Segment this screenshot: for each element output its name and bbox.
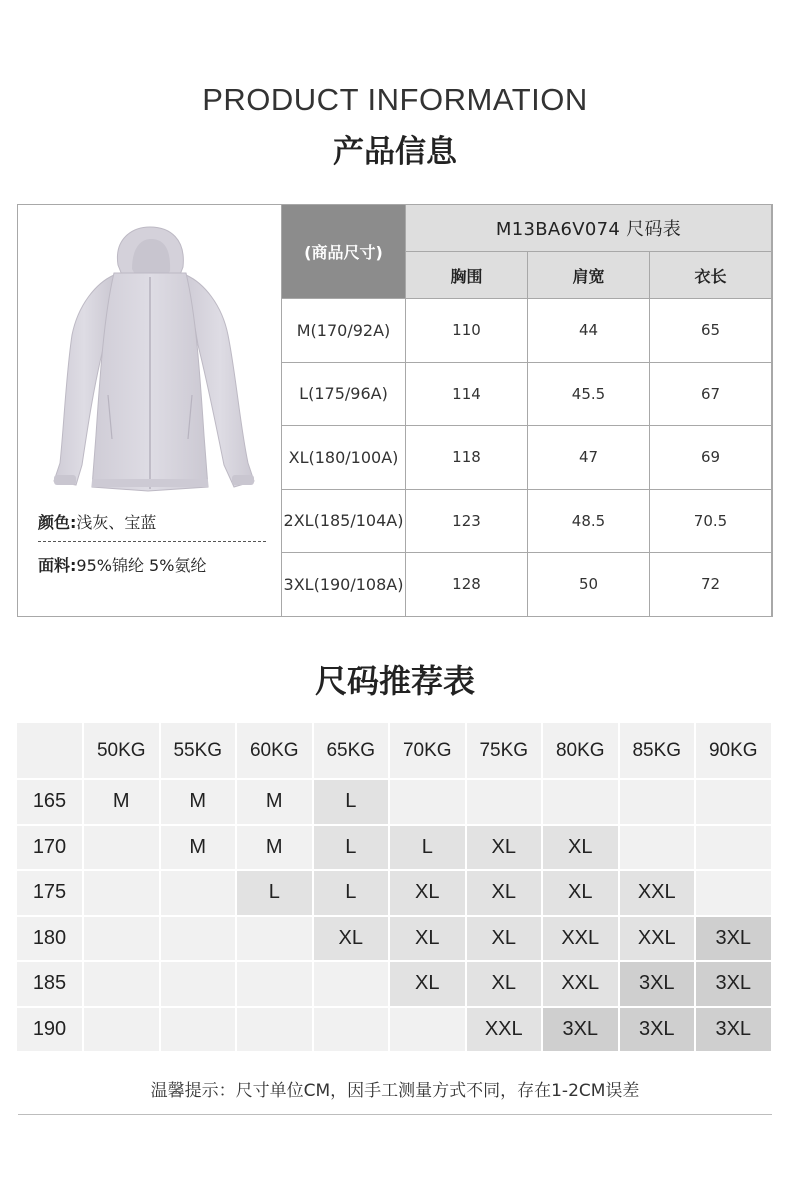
size-cell <box>314 962 389 1006</box>
size-cell <box>84 962 159 1006</box>
size-cell: M <box>237 780 312 824</box>
table-cell: 44 <box>528 299 650 363</box>
size-cell: M <box>84 780 159 824</box>
weight-header: 85KG <box>620 723 695 778</box>
corner-cell <box>17 723 82 778</box>
table-cell: 114 <box>406 362 528 426</box>
table-cell: 50 <box>528 553 650 617</box>
size-cell <box>696 871 771 915</box>
size-cell: 3XL <box>620 1008 695 1052</box>
size-cell <box>696 826 771 870</box>
table-row <box>17 780 771 824</box>
size-cell <box>237 1008 312 1052</box>
color-label: 颜色: <box>38 513 77 532</box>
height-label: 180 <box>17 917 82 961</box>
size-cell: XL <box>390 871 465 915</box>
size-cell: XL <box>467 917 542 961</box>
size-cell <box>467 780 542 824</box>
size-cell <box>161 962 236 1006</box>
size-cell: 3XL <box>696 917 771 961</box>
page-title-cn: 产品信息 <box>333 134 457 170</box>
size-cell: L <box>237 871 312 915</box>
table-cell: 123 <box>406 489 528 553</box>
size-cell: XL <box>467 871 542 915</box>
recommend-title: 尺码推荐表 <box>314 662 475 700</box>
table-cell: 65 <box>650 299 772 363</box>
size-chart-corner: (商品尺寸) <box>282 205 406 299</box>
size-cell: XXL <box>620 871 695 915</box>
height-label: 190 <box>17 1008 82 1052</box>
measurement-note: 温馨提示：尺寸单位CM，因手工测量方式不同，存在1-2CM误差 <box>150 1081 640 1101</box>
table-cell: 48.5 <box>528 489 650 553</box>
table-cell: 128 <box>406 553 528 617</box>
footer-divider <box>18 1114 772 1115</box>
size-cell: XXL <box>620 917 695 961</box>
weight-header: 50KG <box>84 723 159 778</box>
height-label: 185 <box>17 962 82 1006</box>
height-label: 170 <box>17 826 82 870</box>
weight-header: 55KG <box>161 723 236 778</box>
table-row <box>17 917 771 961</box>
size-cell <box>314 1008 389 1052</box>
size-cell: L <box>390 826 465 870</box>
size-cell <box>161 1008 236 1052</box>
size-cell: XL <box>467 826 542 870</box>
table-row <box>282 426 772 490</box>
size-cell: M <box>237 826 312 870</box>
size-cell <box>161 917 236 961</box>
size-cell: XL <box>390 962 465 1006</box>
weight-header: 90KG <box>696 723 771 778</box>
dashed-divider <box>38 541 266 542</box>
fabric-info <box>38 553 206 576</box>
size-cell <box>543 780 618 824</box>
weight-header: 75KG <box>467 723 542 778</box>
hooded-jacket-illustration <box>36 225 262 495</box>
height-label: 165 <box>17 780 82 824</box>
size-cell <box>84 1008 159 1052</box>
table-row <box>17 962 771 1006</box>
size-cell: XL <box>543 871 618 915</box>
table-cell: 118 <box>406 426 528 490</box>
color-value: 浅灰、宝蓝 <box>76 513 157 532</box>
size-cell <box>390 780 465 824</box>
size-cell <box>161 871 236 915</box>
size-cell: 3XL <box>696 962 771 1006</box>
product-info-block <box>17 204 773 617</box>
fabric-label: 面料: <box>38 556 77 575</box>
color-info <box>38 510 156 533</box>
size-label: 2XL(185/104A) <box>282 489 406 553</box>
size-cell: L <box>314 780 389 824</box>
size-cell: XL <box>543 826 618 870</box>
size-cell <box>620 826 695 870</box>
size-cell: 3XL <box>620 962 695 1006</box>
weight-header: 65KG <box>314 723 389 778</box>
column-header: 肩宽 <box>528 252 650 299</box>
table-cell: 70.5 <box>650 489 772 553</box>
table-cell: 67 <box>650 362 772 426</box>
size-recommend-table <box>15 721 773 1053</box>
weight-header: 70KG <box>390 723 465 778</box>
column-header: 衣长 <box>650 252 772 299</box>
table-cell: 72 <box>650 553 772 617</box>
page-title-en: PRODUCT INFORMATION <box>202 82 588 117</box>
fabric-value: 95%锦纶 5%氨纶 <box>76 556 207 575</box>
size-cell: XXL <box>467 1008 542 1052</box>
weight-header: 60KG <box>237 723 312 778</box>
size-label: L(175/96A) <box>282 362 406 426</box>
weight-header-row <box>17 723 771 778</box>
table-row <box>282 299 772 363</box>
size-label: 3XL(190/108A) <box>282 553 406 617</box>
table-row <box>282 362 772 426</box>
height-label: 175 <box>17 871 82 915</box>
table-row <box>17 1008 771 1052</box>
size-cell: L <box>314 871 389 915</box>
size-cell: 3XL <box>696 1008 771 1052</box>
table-row <box>17 826 771 870</box>
size-chart-title: M13BA6V074 尺码表 <box>406 205 772 252</box>
size-cell: M <box>161 780 236 824</box>
size-cell: XL <box>467 962 542 1006</box>
table-row <box>282 553 772 617</box>
size-cell: 3XL <box>543 1008 618 1052</box>
size-cell: XXL <box>543 917 618 961</box>
size-cell: M <box>161 826 236 870</box>
table-cell: 110 <box>406 299 528 363</box>
table-row <box>282 489 772 553</box>
size-label: M(170/92A) <box>282 299 406 363</box>
table-row <box>17 871 771 915</box>
weight-header: 80KG <box>543 723 618 778</box>
size-cell <box>620 780 695 824</box>
size-label: XL(180/100A) <box>282 426 406 490</box>
table-cell: 47 <box>528 426 650 490</box>
column-header: 胸围 <box>406 252 528 299</box>
size-cell <box>390 1008 465 1052</box>
size-cell: XL <box>314 917 389 961</box>
size-cell: L <box>314 826 389 870</box>
size-cell <box>84 871 159 915</box>
size-cell <box>84 826 159 870</box>
size-cell: XXL <box>543 962 618 1006</box>
size-cell <box>237 917 312 961</box>
size-cell: XL <box>390 917 465 961</box>
table-cell: 45.5 <box>528 362 650 426</box>
size-cell <box>237 962 312 1006</box>
size-cell <box>84 917 159 961</box>
table-cell: 69 <box>650 426 772 490</box>
product-panel <box>18 205 282 616</box>
size-chart-table <box>281 204 772 617</box>
size-cell <box>696 780 771 824</box>
